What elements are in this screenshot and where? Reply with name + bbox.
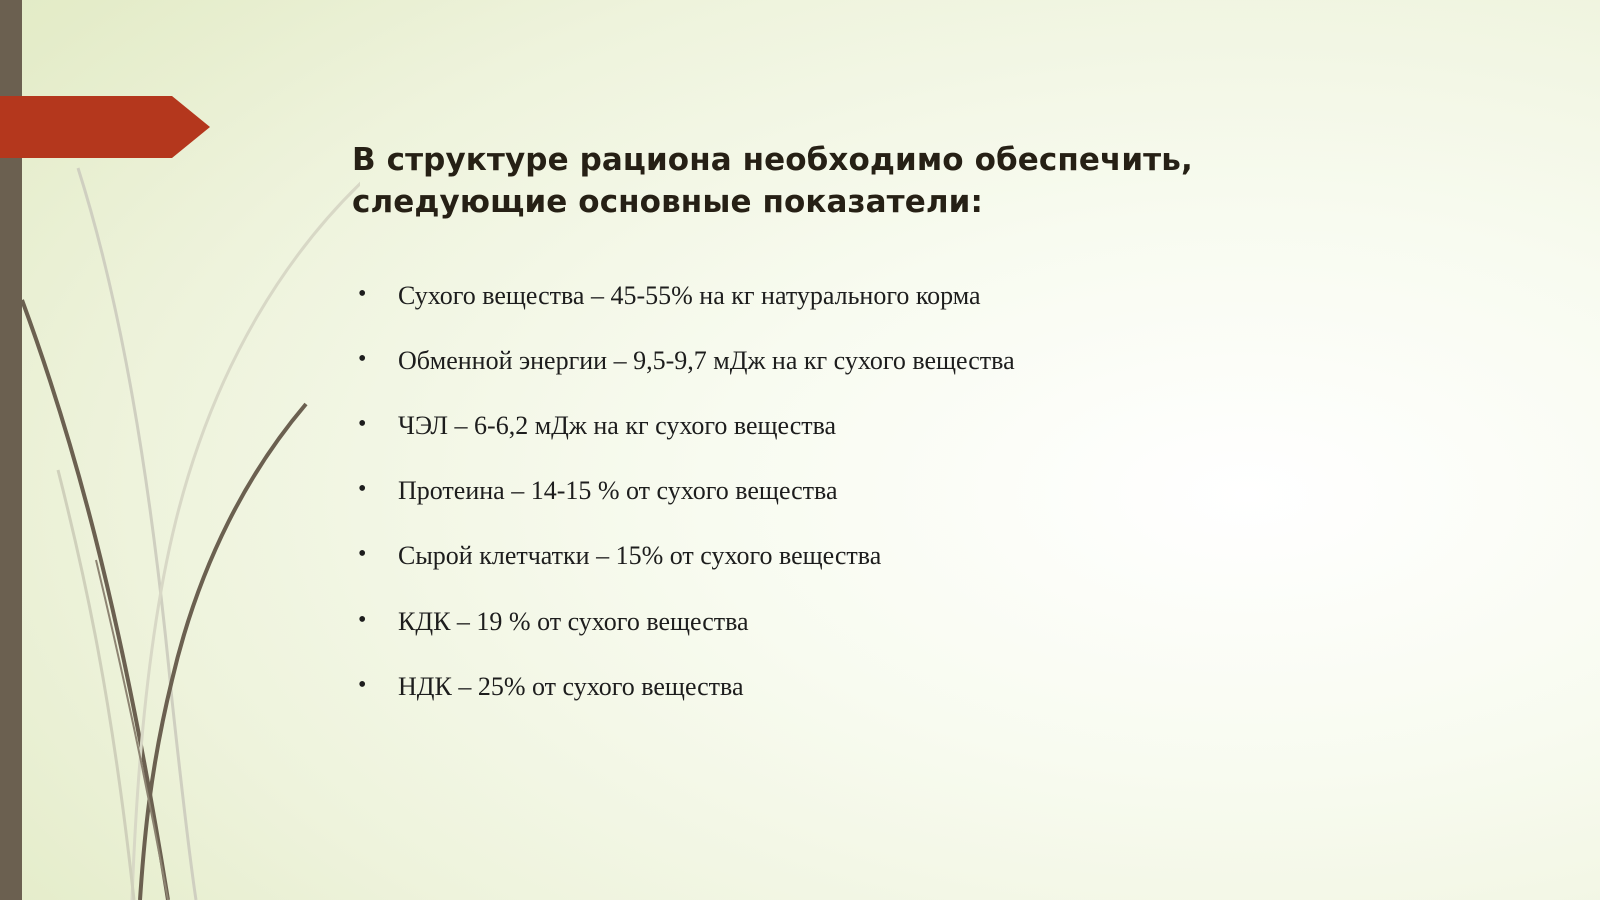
list-item-label: НДК – 25% от сухого вещества: [398, 671, 744, 701]
list-item: [352, 671, 1532, 702]
page-title: В структуре рациона необходимо обеспечить, следующие основные показатели:: [352, 142, 1193, 220]
list-item: [352, 280, 1532, 311]
list-item: [352, 345, 1532, 376]
list-item-label: Обменной энергии – 9,5-9,7 мДж на кг сухого вещества: [398, 345, 1015, 375]
bullet-dot-icon: •: [358, 476, 367, 503]
bullet-dot-icon: •: [358, 345, 367, 372]
list-item: [352, 606, 1532, 637]
list-item: [352, 475, 1532, 506]
slide-content: [352, 140, 1532, 702]
accent-arrow-banner: [0, 96, 210, 158]
list-item-label: ЧЭЛ – 6-6,2 мДж на кг сухого вещества: [398, 411, 837, 441]
bullet-dot-icon: •: [358, 541, 367, 568]
list-item: [352, 410, 1532, 441]
indicators-list: [352, 280, 1532, 702]
list-item-label: Сырой клетчатки – 15% от сухого вещества: [398, 541, 882, 571]
bullet-dot-icon: •: [358, 606, 367, 633]
list-item: [352, 540, 1532, 571]
list-item-label: Протеина – 14-15 % от сухого вещества: [398, 476, 838, 506]
list-item-label: КДК – 19 % от сухого вещества: [398, 606, 749, 636]
bullet-dot-icon: •: [358, 411, 367, 438]
list-item-label: Сухого вещества – 45-55% на кг натурального корма: [398, 280, 981, 310]
bullet-dot-icon: •: [358, 280, 367, 307]
bullet-dot-icon: •: [358, 671, 367, 698]
